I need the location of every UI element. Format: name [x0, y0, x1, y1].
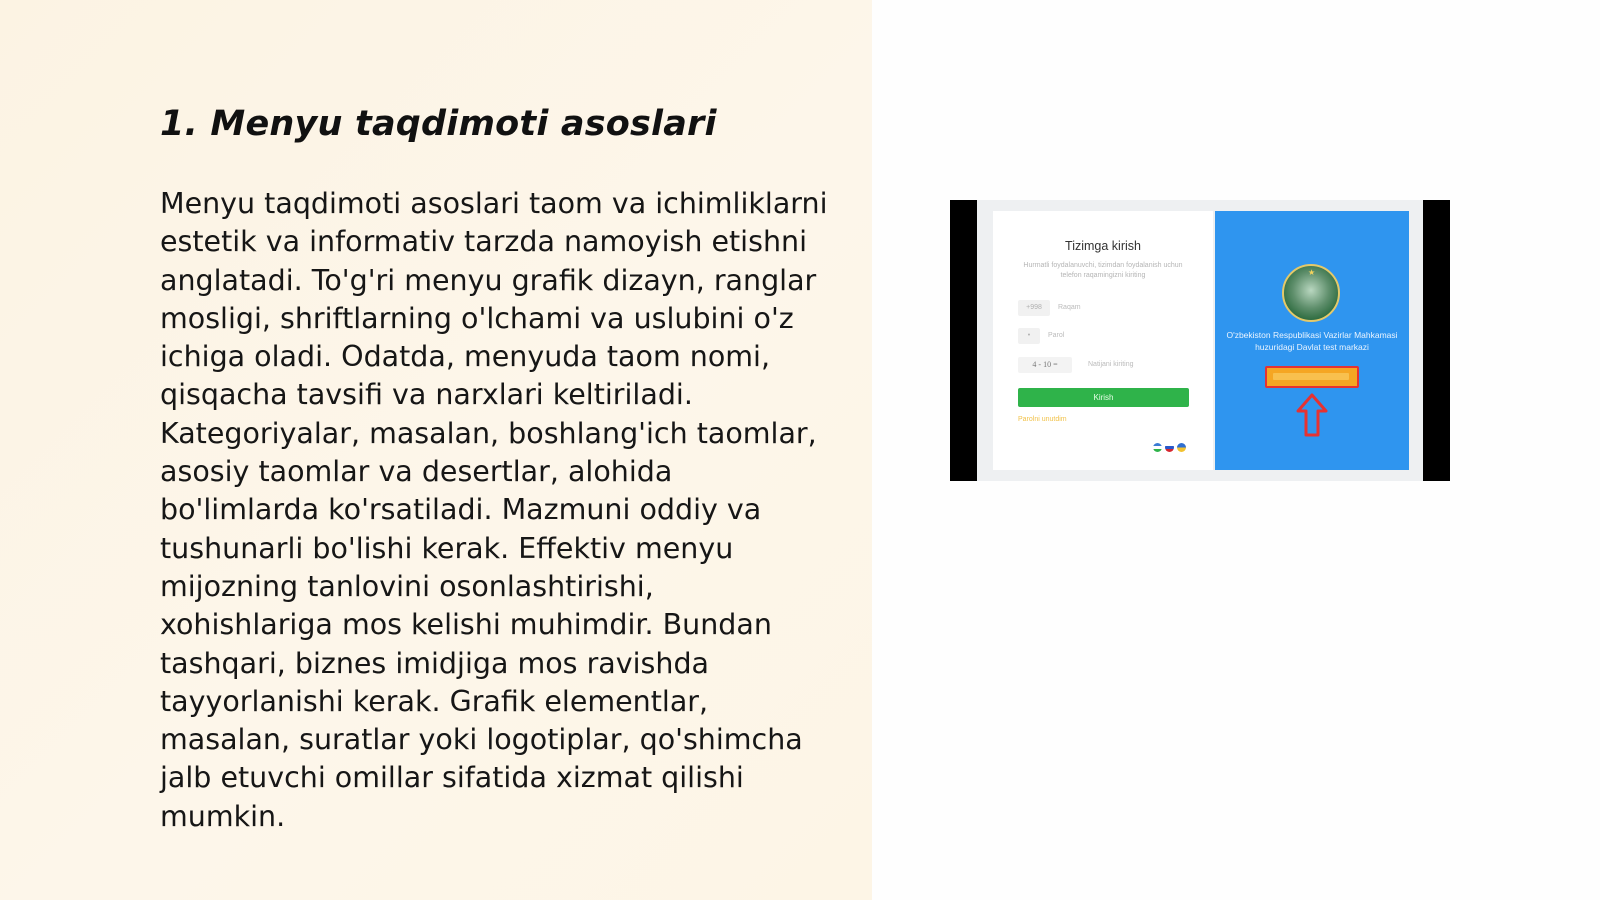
login-title: Tizimga kirish	[1065, 239, 1141, 253]
info-panel	[1215, 211, 1409, 470]
login-card	[993, 211, 1213, 470]
phone-field[interactable]	[1018, 300, 1188, 316]
phone-label: Raqam	[1058, 304, 1081, 311]
captcha-label: Natijani kiriting	[1088, 361, 1134, 368]
phone-prefix: +998	[1018, 300, 1050, 316]
slide-title: 1. Menyu taqdimoti asoslari	[160, 104, 717, 144]
state-emblem-icon	[1282, 264, 1340, 322]
up-arrow-icon	[1295, 392, 1329, 438]
login-subtitle: Hurmatli foydalanuvchi, tizimdan foydalanish uchun telefon raqamingizni kiriting	[1023, 262, 1183, 279]
password-label: Parol	[1048, 332, 1065, 339]
highlighted-button[interactable]	[1265, 366, 1359, 388]
captcha-field[interactable]	[1018, 357, 1188, 373]
uz-flag-icon[interactable]	[1153, 443, 1162, 452]
highlighted-button-label	[1273, 373, 1349, 380]
panel-text: O'zbekiston Respublikasi Vazirlar Mahkamasi huzuridagi Davlat test markazi	[1226, 330, 1398, 352]
language-flag-icons[interactable]	[1153, 443, 1193, 453]
login-button[interactable]: Kirish	[1018, 388, 1189, 407]
password-prefix: •	[1018, 328, 1040, 344]
slide-body-text: Menyu taqdimoti asoslari taom va ichimliklarni estetik va informativ tarzda namoyish etishni anglatadi. To'g'ri menyu grafik dizayn, ranglar mosligi, shriftlarning o'lchami va uslubini o'z ichiga oladi. Odatda, menyuda taom nomi, qisqacha tavsifi va narxlari keltiriladi. Kategoriyalar, masalan, boshlang'ich taomlar, asosiy taomlar va desertlar, alohida bo'limlarda ko'rsatiladi. Mazmuni oddiy va tushunarli bo'lishi kerak. Effektiv menyu mijozning tanlovini osonlashtirishi, xohishlariga mos kelishi muhimdir. Bundan tashqari, biznes imidjiga mos ravishda tayyorlanishi kerak. Grafik elementlar, masalan, suratlar yoki logotiplar, qo'shimcha jalb etuvchi omillar sifatida xizmat qilishi mumkin.	[160, 187, 828, 833]
ru-flag-icon[interactable]	[1165, 443, 1174, 452]
embedded-screenshot	[950, 200, 1450, 481]
password-field[interactable]	[1018, 328, 1188, 344]
captcha-expression: 4 - 10 =	[1018, 357, 1072, 373]
screenshot-content	[977, 200, 1423, 481]
other-flag-icon[interactable]	[1177, 443, 1186, 452]
forgot-password-link[interactable]: Parolni unutdim	[1018, 416, 1067, 423]
emblem-star-icon: ★	[1308, 268, 1316, 277]
